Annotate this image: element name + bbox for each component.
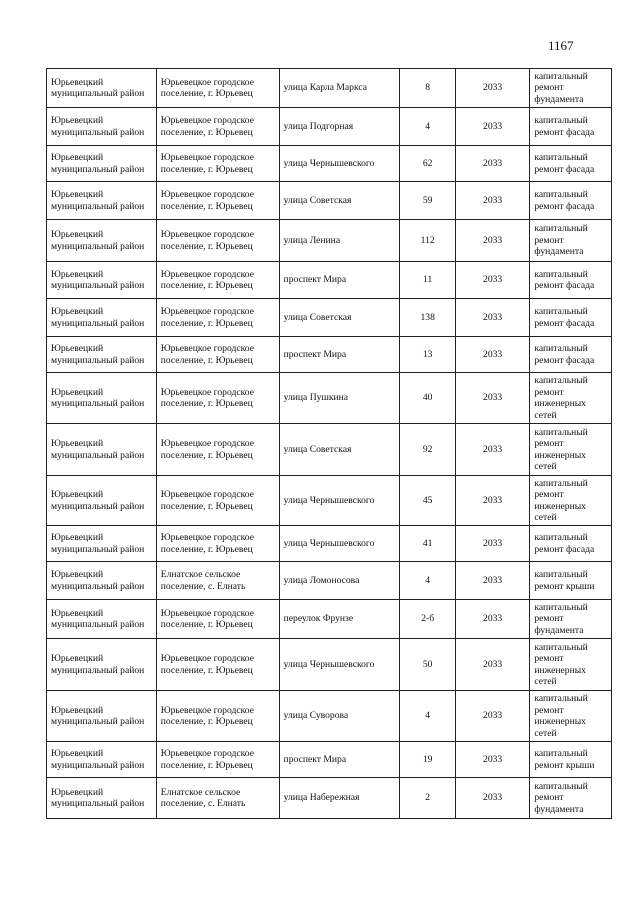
work-type-cell: капитальный ремонт инженерных сетей bbox=[530, 639, 612, 691]
work-type-cell: капитальный ремонт фундамента bbox=[530, 778, 612, 819]
year-cell: 2033 bbox=[455, 639, 530, 691]
house-number-cell: 92 bbox=[400, 424, 455, 476]
settlement-cell: Юрьевецкое городское поселение, г. Юрьевец bbox=[156, 742, 279, 778]
work-type-cell: капитальный ремонт крыши bbox=[530, 742, 612, 778]
street-cell: проспект Мира bbox=[279, 262, 400, 299]
year-cell: 2033 bbox=[455, 600, 530, 639]
settlement-cell: Юрьевецкое городское поселение, г. Юрьевец bbox=[156, 337, 279, 373]
district-cell: Юрьевецкий муниципальный район bbox=[47, 262, 157, 299]
settlement-cell: Елнатское сельское поселение, с. Елнать bbox=[156, 778, 279, 819]
year-cell: 2033 bbox=[455, 262, 530, 299]
street-cell: улица Чернышевского bbox=[279, 526, 400, 562]
table-row bbox=[47, 69, 612, 108]
house-number-cell: 13 bbox=[400, 337, 455, 373]
house-number-cell: 45 bbox=[400, 476, 455, 526]
work-type-cell: капитальный ремонт фасада bbox=[530, 182, 612, 220]
district-cell: Юрьевецкий муниципальный район bbox=[47, 220, 157, 262]
table-row bbox=[47, 778, 612, 819]
district-cell: Юрьевецкий муниципальный район bbox=[47, 526, 157, 562]
year-cell: 2033 bbox=[455, 424, 530, 476]
page-number: 1167 bbox=[548, 38, 574, 53]
settlement-cell: Юрьевецкое городское поселение, г. Юрьевец bbox=[156, 639, 279, 691]
work-type-cell: капитальный ремонт фундамента bbox=[530, 600, 612, 639]
street-cell: улица Ломоносова bbox=[279, 562, 400, 600]
work-type-cell: капитальный ремонт фасада bbox=[530, 146, 612, 182]
table-row bbox=[47, 526, 612, 562]
settlement-cell: Юрьевецкое городское поселение, г. Юрьевец bbox=[156, 220, 279, 262]
house-number-cell: 59 bbox=[400, 182, 455, 220]
house-number-cell: 2 bbox=[400, 778, 455, 819]
house-number-cell: 4 bbox=[400, 562, 455, 600]
street-cell: улица Набережная bbox=[279, 778, 400, 819]
settlement-cell: Юрьевецкое городское поселение, г. Юрьевец bbox=[156, 600, 279, 639]
work-type-cell: капитальный ремонт фасада bbox=[530, 262, 612, 299]
work-type-cell: капитальный ремонт фундамента bbox=[530, 220, 612, 262]
year-cell: 2033 bbox=[455, 182, 530, 220]
year-cell: 2033 bbox=[455, 337, 530, 373]
district-cell: Юрьевецкий муниципальный район bbox=[47, 562, 157, 600]
district-cell: Юрьевецкий муниципальный район bbox=[47, 600, 157, 639]
year-cell: 2033 bbox=[455, 526, 530, 562]
table-row bbox=[47, 600, 612, 639]
settlement-cell: Юрьевецкое городское поселение, г. Юрьевец bbox=[156, 146, 279, 182]
year-cell: 2033 bbox=[455, 299, 530, 337]
year-cell: 2033 bbox=[455, 146, 530, 182]
district-cell: Юрьевецкий муниципальный район bbox=[47, 742, 157, 778]
house-number-cell: 2-б bbox=[400, 600, 455, 639]
house-number-cell: 112 bbox=[400, 220, 455, 262]
table-row bbox=[47, 299, 612, 337]
street-cell: улица Чернышевского bbox=[279, 639, 400, 691]
settlement-cell: Юрьевецкое городское поселение, г. Юрьевец bbox=[156, 299, 279, 337]
district-cell: Юрьевецкий муниципальный район bbox=[47, 337, 157, 373]
year-cell: 2033 bbox=[455, 220, 530, 262]
registry-table bbox=[46, 68, 612, 819]
street-cell: улица Подгорная bbox=[279, 108, 400, 146]
street-cell: проспект Мира bbox=[279, 742, 400, 778]
table-row bbox=[47, 742, 612, 778]
street-cell: улица Пушкина bbox=[279, 373, 400, 424]
table-row bbox=[47, 639, 612, 691]
table-row bbox=[47, 691, 612, 742]
work-type-cell: капитальный ремонт инженерных сетей bbox=[530, 373, 612, 424]
work-type-cell: капитальный ремонт фасада bbox=[530, 299, 612, 337]
house-number-cell: 4 bbox=[400, 108, 455, 146]
year-cell: 2033 bbox=[455, 562, 530, 600]
district-cell: Юрьевецкий муниципальный район bbox=[47, 373, 157, 424]
table-row bbox=[47, 182, 612, 220]
work-type-cell: капитальный ремонт фундамента bbox=[530, 69, 612, 108]
street-cell: улица Ленина bbox=[279, 220, 400, 262]
district-cell: Юрьевецкий муниципальный район bbox=[47, 639, 157, 691]
settlement-cell: Елнатское сельское поселение, с. Елнать bbox=[156, 562, 279, 600]
table-row bbox=[47, 262, 612, 299]
house-number-cell: 138 bbox=[400, 299, 455, 337]
settlement-cell: Юрьевецкое городское поселение, г. Юрьевец bbox=[156, 69, 279, 108]
table-row bbox=[47, 220, 612, 262]
settlement-cell: Юрьевецкое городское поселение, г. Юрьевец bbox=[156, 262, 279, 299]
district-cell: Юрьевецкий муниципальный район bbox=[47, 778, 157, 819]
settlement-cell: Юрьевецкое городское поселение, г. Юрьевец bbox=[156, 373, 279, 424]
house-number-cell: 4 bbox=[400, 691, 455, 742]
year-cell: 2033 bbox=[455, 476, 530, 526]
street-cell: улица Чернышевского bbox=[279, 146, 400, 182]
work-type-cell: капитальный ремонт фасада bbox=[530, 337, 612, 373]
district-cell: Юрьевецкий муниципальный район bbox=[47, 69, 157, 108]
registry-table-body bbox=[47, 69, 612, 819]
house-number-cell: 40 bbox=[400, 373, 455, 424]
table-row bbox=[47, 373, 612, 424]
street-cell: улица Советская bbox=[279, 424, 400, 476]
street-cell: проспект Мира bbox=[279, 337, 400, 373]
table-row bbox=[47, 146, 612, 182]
district-cell: Юрьевецкий муниципальный район bbox=[47, 146, 157, 182]
year-cell: 2033 bbox=[455, 373, 530, 424]
table-row bbox=[47, 476, 612, 526]
settlement-cell: Юрьевецкое городское поселение, г. Юрьевец bbox=[156, 526, 279, 562]
street-cell: улица Советская bbox=[279, 182, 400, 220]
district-cell: Юрьевецкий муниципальный район bbox=[47, 691, 157, 742]
district-cell: Юрьевецкий муниципальный район bbox=[47, 108, 157, 146]
street-cell: улица Чернышевского bbox=[279, 476, 400, 526]
year-cell: 2033 bbox=[455, 108, 530, 146]
house-number-cell: 19 bbox=[400, 742, 455, 778]
house-number-cell: 41 bbox=[400, 526, 455, 562]
year-cell: 2033 bbox=[455, 691, 530, 742]
district-cell: Юрьевецкий муниципальный район bbox=[47, 182, 157, 220]
district-cell: Юрьевецкий муниципальный район bbox=[47, 476, 157, 526]
year-cell: 2033 bbox=[455, 742, 530, 778]
work-type-cell: капитальный ремонт инженерных сетей bbox=[530, 691, 612, 742]
work-type-cell: капитальный ремонт крыши bbox=[530, 562, 612, 600]
house-number-cell: 11 bbox=[400, 262, 455, 299]
work-type-cell: капитальный ремонт инженерных сетей bbox=[530, 476, 612, 526]
district-cell: Юрьевецкий муниципальный район bbox=[47, 299, 157, 337]
settlement-cell: Юрьевецкое городское поселение, г. Юрьевец bbox=[156, 108, 279, 146]
street-cell: улица Карла Маркса bbox=[279, 69, 400, 108]
table-row bbox=[47, 337, 612, 373]
house-number-cell: 62 bbox=[400, 146, 455, 182]
street-cell: улица Суворова bbox=[279, 691, 400, 742]
table-row bbox=[47, 424, 612, 476]
settlement-cell: Юрьевецкое городское поселение, г. Юрьевец bbox=[156, 182, 279, 220]
district-cell: Юрьевецкий муниципальный район bbox=[47, 424, 157, 476]
house-number-cell: 8 bbox=[400, 69, 455, 108]
work-type-cell: капитальный ремонт инженерных сетей bbox=[530, 424, 612, 476]
settlement-cell: Юрьевецкое городское поселение, г. Юрьевец bbox=[156, 476, 279, 526]
year-cell: 2033 bbox=[455, 778, 530, 819]
settlement-cell: Юрьевецкое городское поселение, г. Юрьевец bbox=[156, 691, 279, 742]
street-cell: улица Советская bbox=[279, 299, 400, 337]
table-row bbox=[47, 562, 612, 600]
table-row bbox=[47, 108, 612, 146]
settlement-cell: Юрьевецкое городское поселение, г. Юрьевец bbox=[156, 424, 279, 476]
street-cell: переулок Фрунзе bbox=[279, 600, 400, 639]
work-type-cell: капитальный ремонт фасада bbox=[530, 108, 612, 146]
year-cell: 2033 bbox=[455, 69, 530, 108]
work-type-cell: капитальный ремонт фасада bbox=[530, 526, 612, 562]
house-number-cell: 50 bbox=[400, 639, 455, 691]
